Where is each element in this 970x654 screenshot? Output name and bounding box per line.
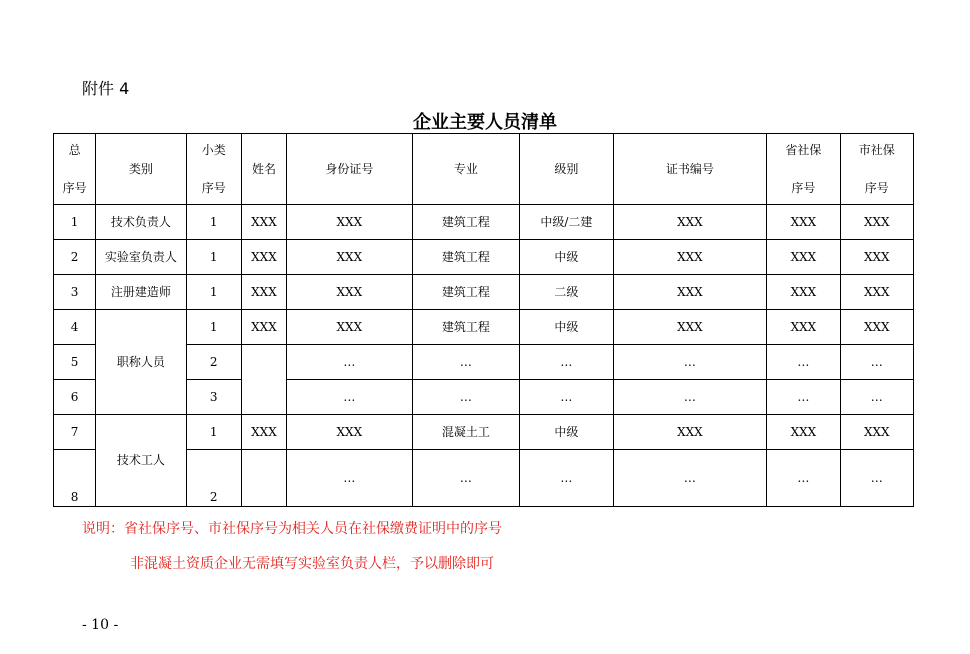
header-level: 级别 <box>520 134 613 205</box>
header-id-no: 身份证号 <box>287 134 413 205</box>
header-category: 类别 <box>96 134 186 205</box>
personnel-table <box>53 133 914 507</box>
attachment-label: 附件 4 <box>82 79 130 98</box>
table-row: 8 2 … … … … … … <box>54 450 914 507</box>
header-total-no: 总 序号 <box>54 134 96 205</box>
header-name: 姓名 <box>241 134 286 205</box>
page-number: - 10 - <box>82 617 119 633</box>
table-row: 3 注册建造师 1 XXX XXX 建筑工程 二级 XXX XXX XXX <box>54 275 914 310</box>
header-prov-ss: 省社保 序号 <box>767 134 840 205</box>
header-cert-no: 证书编号 <box>613 134 767 205</box>
header-major: 专业 <box>412 134 520 205</box>
header-sub-no: 小类 序号 <box>186 134 241 205</box>
note-line-1: 说明：省社保序号、市社保序号为相关人员在社保缴费证明中的序号 <box>82 521 502 537</box>
table-row: 7 技术工人 1 XXX XXX 混凝土工 中级 XXX XXX XXX <box>54 415 914 450</box>
note-line-2: 非混凝土资质企业无需填写实验室负责人栏，予以删除即可 <box>130 556 494 572</box>
table-row: 1 技术负责人 1 XXX XXX 建筑工程 中级/二建 XXX XXX XXX <box>54 205 914 240</box>
table-row: 2 实验室负责人 1 XXX XXX 建筑工程 中级 XXX XXX XXX <box>54 240 914 275</box>
table-header-row <box>54 134 914 205</box>
page-title: 企业主要人员清单 <box>413 112 557 133</box>
table-row: 6 3 … … … … … … <box>54 380 914 415</box>
category-cell-title: 职称人员 <box>96 310 186 415</box>
table-row: 4 职称人员 1 XXX XXX 建筑工程 中级 XXX XXX XXX <box>54 310 914 345</box>
header-city-ss: 市社保 序号 <box>840 134 913 205</box>
category-cell-worker: 技术工人 <box>96 415 186 507</box>
table-row: 5 2 … … … … … … <box>54 345 914 380</box>
